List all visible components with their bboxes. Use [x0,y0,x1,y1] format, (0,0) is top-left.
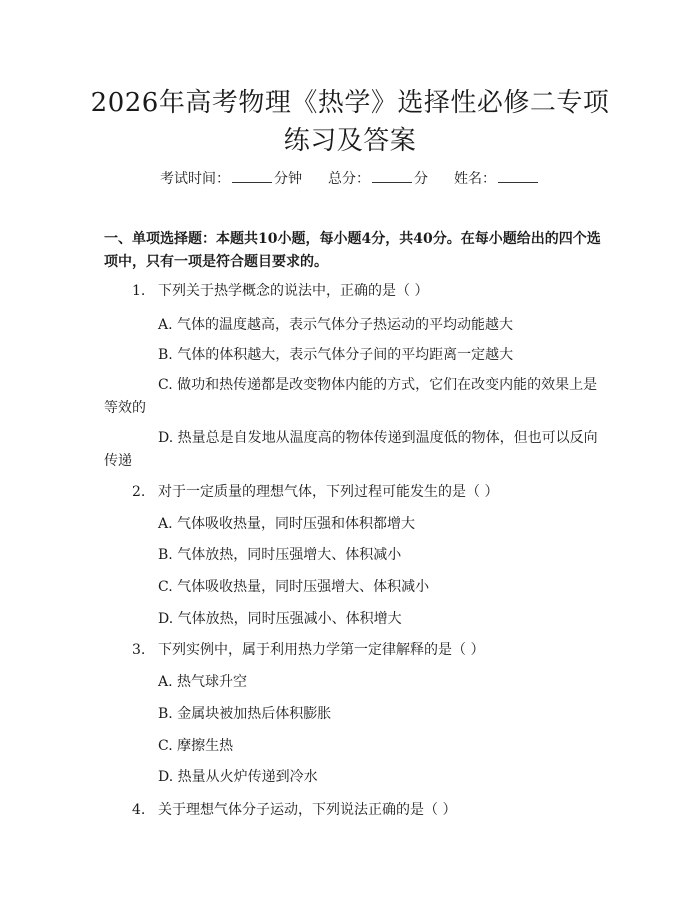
question-number: 2. [132,484,146,500]
option-b: B. 金属块被加热后体积膨胀 [158,706,332,722]
option-a: A. 气体吸收热量，同时压强和体积都增大 [158,516,416,532]
doc-title-line1: 2026年高考物理《热学》选择性必修二专项 [90,88,610,118]
score-blank [372,170,412,183]
section-heading: 一、单项选择题：本题共10小题，每小题4分，共40分。在每小题给出的四个选项中，只有一项是符合题目要求的。 [104,231,601,270]
option-b: B. 气体的体积越大，表示气体分子间的平均距离一定越大 [158,347,514,363]
time-unit: 分钟 [274,171,302,187]
option-d: D. 热量从火炉传递到冷水 [158,769,318,785]
question-number: 3. [132,642,146,658]
score-label: 总分： [328,171,370,187]
question-text: 对于一定质量的理想气体，下列过程可能发生的是（ ） [158,484,499,500]
option-c-continued: 等效的 [104,400,146,416]
option-d: D. 气体放热，同时压强减小、体积增大 [158,611,402,627]
option-a: A. 气体的温度越高，表示气体分子热运动的平均动能越大 [158,317,514,333]
name-blank [498,170,538,183]
option-a: A. 热气球升空 [158,674,248,690]
time-blank [232,170,272,183]
name-label: 姓名： [454,171,496,187]
option-c: C. 摩擦生热 [158,738,234,754]
question-text: 下列实例中，属于利用热力学第一定律解释的是（ ） [158,642,485,658]
score-unit: 分 [414,171,428,187]
exam-meta [0,168,700,188]
question-text: 关于理想气体分子运动，下列说法正确的是（ ） [158,802,457,818]
question-number: 4. [132,802,146,818]
option-d: D. 热量总是自发地从温度高的物体传递到温度低的物体，但也可以反向 [158,430,598,446]
time-label: 考试时间： [160,171,230,187]
doc-title-line2: 练习及答案 [283,126,417,156]
option-d-continued: 传递 [104,453,132,469]
option-c: C. 做功和热传递都是改变物体内能的方式，它们在改变内能的效果上是 [158,377,598,393]
question-text: 下列关于热学概念的说法中，正确的是（ ） [158,283,429,299]
option-b: B. 气体放热，同时压强增大、体积减小 [158,547,402,563]
option-c: C. 气体吸收热量，同时压强增大、体积减小 [158,579,430,595]
question-number: 1. [132,283,146,299]
